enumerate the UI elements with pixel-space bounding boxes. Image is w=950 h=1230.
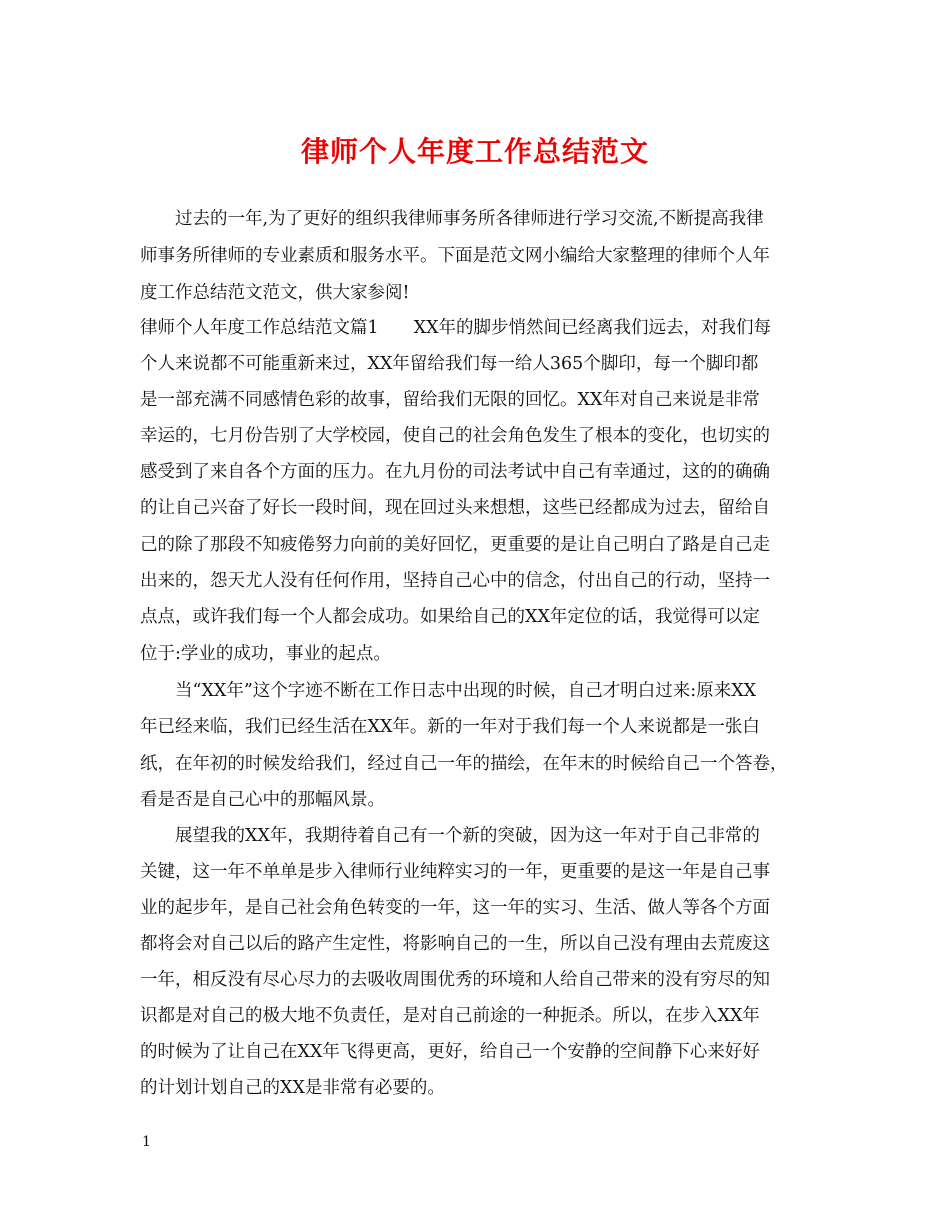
text-line: 个人来说都不可能重新来过，XX年留给我们每一给人365个脚印，每一个脚印都 <box>140 354 759 374</box>
text-line: 识都是对自己的极大地不负责任，是对自己前途的一种扼杀。所以，在步入XX年 <box>140 1006 760 1026</box>
text-line: 律师个人年度工作总结范文篇1 XX年的脚步悄然间已经离我们远去，对我们每 <box>140 318 772 338</box>
text-line: 过去的一年,为了更好的组织我律师事务所各律师进行学习交流,不断提高我律 <box>140 209 764 229</box>
text-line: 是一部充满不同感情色彩的故事，留给我们无限的回忆。XX年对自己来说是非常 <box>140 390 760 410</box>
text-line: 师事务所律师的专业素质和服务水平。下面是范文网小编给大家整理的律师个人年 <box>140 246 770 266</box>
text-line: 展望我的XX年，我期待着自己有一个新的突破，因为这一年对于自己非常的 <box>140 826 760 846</box>
text-line: 一年，相反没有尽心尽力的去吸收周围优秀的环境和人给自己带来的没有穷尽的知 <box>140 970 770 990</box>
text-line: 感受到了来自各个方面的压力。在九月份的司法考试中自己有幸通过，这的的确确 <box>140 462 770 482</box>
text-line: 点点，或许我们每一个人都会成功。如果给自己的XX年定位的话，我觉得可以定 <box>140 607 760 627</box>
text-line: 关键，这一年不单单是步入律师行业纯粹实习的一年，更重要的是这一年是自己事 <box>140 862 770 882</box>
text-line: 出来的，怨天尤人没有任何作用，坚持自己心中的信念，付出自己的行动，坚持一 <box>140 571 770 591</box>
text-line: 己的除了那段不知疲倦努力向前的美好回忆，更重要的是让自己明白了路是自己走 <box>140 535 770 555</box>
text-line: 位于:学业的成功，事业的起点。 <box>140 644 391 664</box>
text-line: 的让自己兴奋了好长一段时间，现在回过头来想想，这些已经都成为过去，留给自 <box>140 498 770 518</box>
text-line: 度工作总结范文范文，供大家参阅! <box>140 283 410 303</box>
text-line: 纸，在年初的时候发给我们，经过自己一年的描绘，在年末的时候给自己一个答卷， <box>140 754 788 774</box>
text-line: 幸运的，七月份告别了大学校园，使自己的社会角色发生了根本的变化，也切实的 <box>140 426 770 446</box>
text-line: 的时候为了让自己在XX年飞得更高，更好，给自己一个安静的空间静下心来好好 <box>140 1042 760 1062</box>
page-number: 1 <box>142 1134 151 1150</box>
text-line: 都将会对自己以后的路产生定性，将影响自己的一生，所以自己没有理由去荒废这 <box>140 934 770 954</box>
text-line: 业的起步年，是自己社会角色转变的一年，这一年的实习、生活、做人等各个方面 <box>140 898 770 918</box>
text-line: 年已经来临，我们已经生活在XX年。新的一年对于我们每一个人来说都是一张白 <box>140 717 760 737</box>
text-line: 当“XX年”这个字迹不断在工作日志中出现的时候，自己才明白过来:原来XX <box>140 681 757 701</box>
document-title: 律师个人年度工作总结范文 <box>300 135 649 168</box>
text-line: 看是否是自己心中的那幅风景。 <box>140 790 385 810</box>
text-line: 的计划计划自己的XX是非常有必要的。 <box>140 1078 445 1098</box>
